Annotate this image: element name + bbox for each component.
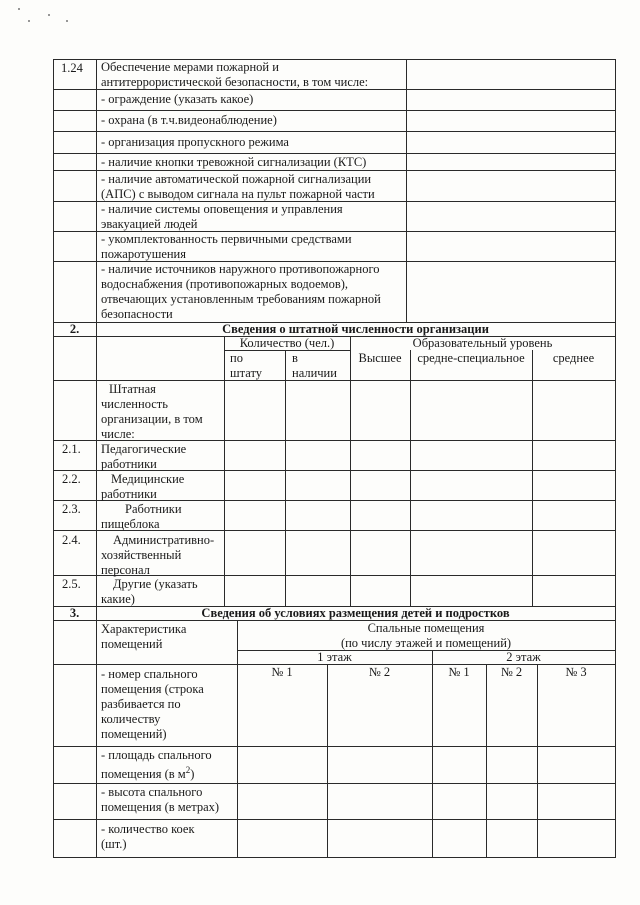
rule bbox=[350, 336, 351, 606]
room-number: № 3 bbox=[565, 665, 587, 679]
room-row-label: - количество коек (шт.) bbox=[101, 822, 195, 851]
staff-row-label: Работники пищеблока bbox=[101, 502, 182, 531]
rule bbox=[410, 350, 411, 606]
item-water-sources: - наличие источников наружного противопожарного водоснабжения (противопожарных водоемов), отвечающих установленным требованиям пожарной безопасности bbox=[101, 262, 381, 321]
rule bbox=[285, 350, 286, 606]
room-number: № 2 bbox=[368, 665, 391, 679]
floor-1-header: 1 этаж bbox=[317, 650, 352, 664]
rule bbox=[53, 322, 54, 606]
item-fire-alarm: - наличие автоматической пожарной сигнализации (АПС) с выводом сигнала на пульт пожарной части bbox=[101, 172, 375, 201]
scan-speck bbox=[28, 20, 30, 22]
secondary-header: среднее bbox=[552, 351, 595, 365]
item-extinguishers: - укомплектованность первичными средствами пожаротушения bbox=[101, 232, 352, 261]
section-3-title: Сведения об условиях размещения детей и подростков bbox=[201, 606, 510, 620]
rule bbox=[406, 59, 407, 322]
item-guard: - охрана (в т.ч.видеонаблюдение) bbox=[101, 113, 277, 127]
rule bbox=[53, 59, 54, 322]
room-number: № 1 bbox=[271, 665, 293, 679]
rule bbox=[53, 170, 616, 171]
rule bbox=[432, 650, 433, 858]
room-row-label: - высота спального помещения (в метрах) bbox=[101, 785, 220, 814]
row-number: 2.4. bbox=[62, 533, 81, 547]
rule bbox=[537, 664, 538, 858]
section-2-number: 2. bbox=[69, 322, 80, 336]
rule bbox=[53, 857, 616, 858]
total-staff-label: Штатная численность организации, в том числе: bbox=[101, 382, 203, 441]
section-1-heading: Обеспечение мерами пожарной и антитеррористической безопасности, в том числе: bbox=[101, 60, 369, 89]
rule bbox=[327, 664, 328, 858]
rule bbox=[96, 606, 97, 858]
floor-2-header: 2 этаж bbox=[506, 650, 541, 664]
staff-row-label: Педагогические работники bbox=[101, 442, 187, 471]
by-staff-header: по штату bbox=[230, 351, 263, 380]
scan-speck bbox=[66, 20, 68, 22]
quantity-header: Количество (чел.) bbox=[239, 336, 335, 350]
higher-education-header: Высшее bbox=[358, 351, 402, 365]
rule bbox=[53, 110, 616, 111]
room-area-text: - площадь спального помещения (в м bbox=[101, 748, 212, 782]
area-superscript: 2 bbox=[185, 765, 191, 775]
characteristic-header: Характеристика помещений bbox=[101, 622, 187, 651]
rule bbox=[615, 322, 616, 606]
rule bbox=[615, 606, 616, 858]
staff-row-label: Другие (указать какие) bbox=[101, 577, 198, 606]
row-number: 2.2. bbox=[62, 472, 81, 486]
staff-row-label: Административно- хозяйственный персонал bbox=[101, 533, 215, 577]
bedrooms-header: Спальные помещения (по числу этажей и помещений) bbox=[340, 621, 512, 650]
rule bbox=[96, 59, 97, 322]
area-close-paren: ) bbox=[190, 767, 195, 782]
room-row-label: - номер спального помещения (строка разбивается по количеству помещений) bbox=[101, 667, 204, 741]
present-header: в наличии bbox=[292, 351, 337, 380]
rule bbox=[96, 322, 97, 606]
row-number: 2.3. bbox=[62, 502, 81, 516]
room-number: № 1 bbox=[448, 665, 470, 679]
row-number: 1.24 bbox=[61, 61, 83, 75]
room-area-label bbox=[101, 748, 235, 782]
row-number: 2.1. bbox=[62, 442, 81, 456]
item-fence: - ограждение (указать какое) bbox=[101, 92, 254, 106]
scan-speck bbox=[18, 8, 20, 10]
rule bbox=[486, 664, 487, 858]
rule bbox=[53, 746, 616, 747]
rule bbox=[53, 153, 616, 154]
staff-row-label: Медицинские работники bbox=[101, 472, 185, 501]
rule bbox=[615, 59, 616, 322]
room-number: № 2 bbox=[500, 665, 523, 679]
education-header: Образовательный уровень bbox=[412, 336, 553, 350]
rule bbox=[224, 336, 225, 606]
scan-speck bbox=[48, 14, 50, 16]
rule bbox=[53, 606, 54, 858]
row-number: 2.5. bbox=[62, 577, 81, 591]
item-evacuation-system: - наличие системы оповещения и управления эвакуацией людей bbox=[101, 202, 343, 231]
rule bbox=[53, 783, 616, 784]
section-2-title: Сведения о штатной численности организации bbox=[222, 322, 489, 336]
secondary-special-header: средне-специальное bbox=[417, 351, 525, 365]
rule bbox=[53, 819, 616, 820]
item-alarm-button: - наличие кнопки тревожной сигнализации (КТС) bbox=[101, 155, 367, 169]
rule bbox=[53, 131, 616, 132]
section-3-number: 3. bbox=[69, 606, 80, 620]
rule bbox=[532, 350, 533, 606]
item-access-control: - организация пропускного режима bbox=[101, 135, 289, 149]
